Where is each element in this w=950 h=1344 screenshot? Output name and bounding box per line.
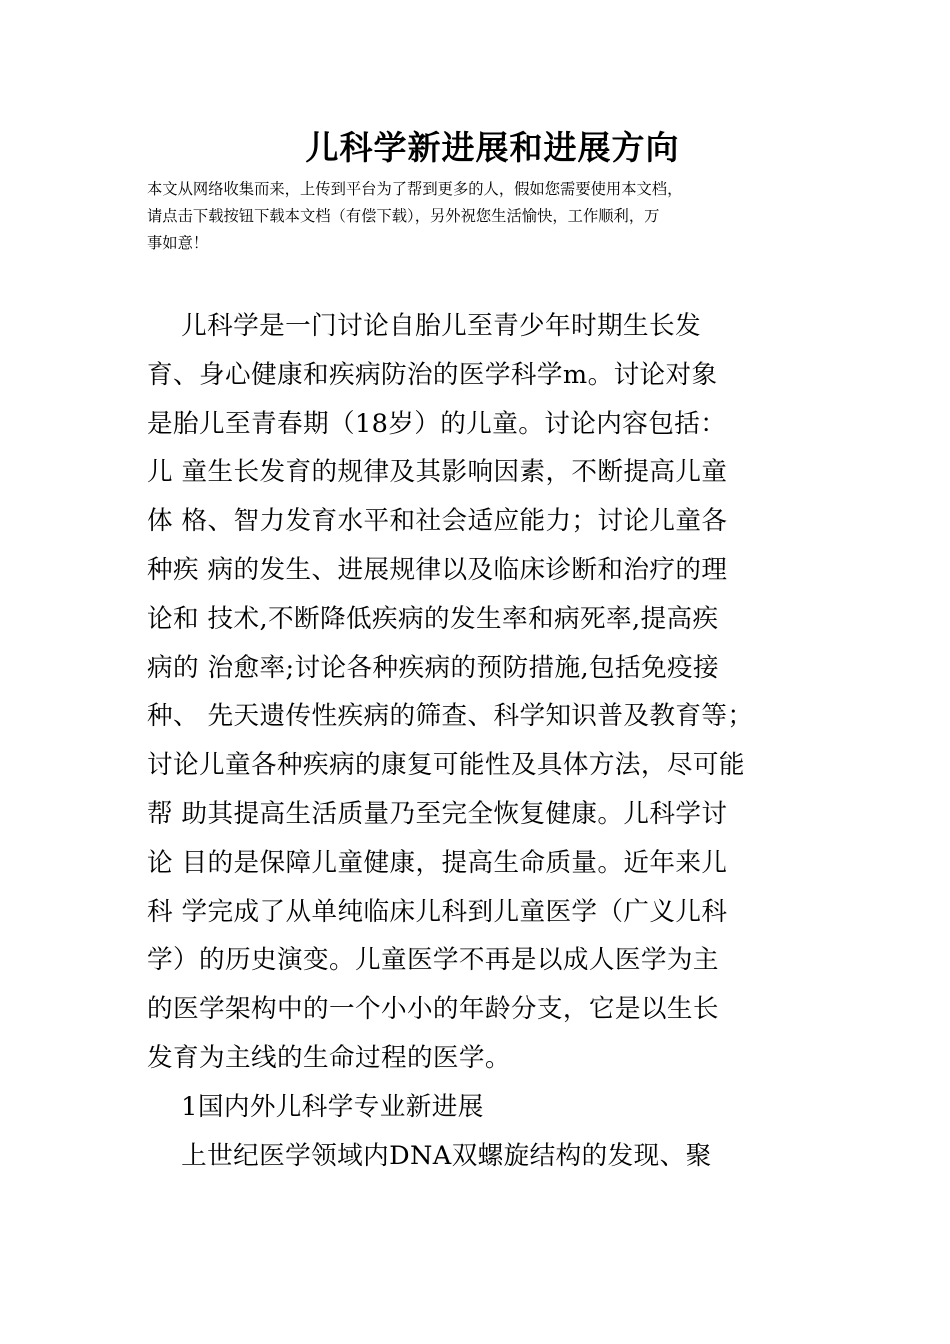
- notice-line: 事如意！: [147, 234, 209, 252]
- paragraph-line: 讨论儿童各种疾病的康复可能性及具体方法，尽可能: [147, 750, 745, 781]
- paragraph-line: 体 格、智力发育水平和社会适应能力；讨论儿童各: [147, 506, 728, 537]
- paragraph-line: 是胎儿至青春期（18岁）的儿童。讨论内容包括：: [147, 408, 727, 439]
- paragraph-line: 学）的历史演变。儿童医学不再是以成人医学为主: [147, 945, 719, 976]
- article-body: [147, 302, 807, 1180]
- paragraph-line: 育、身心健康和疾病防治的医学科学m。讨论对象: [147, 359, 718, 390]
- paragraph-line: 科 学完成了从单纯临床儿科到儿童医学（广义儿科: [147, 896, 728, 927]
- paragraph-line: 论和 技术,不断降低疾病的发生率和病死率,提高疾: [147, 603, 719, 634]
- paragraph-line: 上世纪医学领域内DNA双螺旋结构的发现、聚: [147, 1140, 712, 1171]
- paragraph-line: 发育为主线的生命过程的医学。: [147, 1042, 511, 1073]
- paragraph-line: 儿 童生长发育的规律及其影响因素，不断提高儿童: [147, 457, 728, 488]
- paragraph-line: 病的 治愈率;讨论各种疾病的预防措施,包括免疫接: [147, 652, 719, 683]
- paragraph-line: 的医学架构中的一个小小的年龄分支，它是以生长: [147, 994, 719, 1025]
- paragraph-line: 种、 先天遗传性疾病的筛查、科学知识普及教育等；: [147, 701, 754, 732]
- document-title: 儿科学新进展和进展方向: [305, 128, 680, 167]
- notice-line: 请点击下载按钮下载本文档（有偿下载），另外祝您生活愉快，工作顺利，万: [147, 207, 660, 225]
- paragraph-line: 论 目的是保障儿童健康，提高生命质量。近年来儿: [147, 847, 728, 878]
- notice-line: 本文从网络收集而来，上传到平台为了帮到更多的人，假如您需要使用本文档，: [147, 180, 683, 198]
- paragraph-line: 种疾 病的发生、进展规律以及临床诊断和治疗的理: [147, 554, 728, 585]
- paragraph-line: 儿科学是一门讨论自胎儿至青少年时期生长发: [147, 311, 702, 341]
- download-notice: [147, 176, 827, 257]
- section-heading: 1国内外儿科学专业新进展: [147, 1091, 484, 1122]
- paragraph-line: 帮 助其提高生活质量乃至完全恢复健康。儿科学讨: [147, 798, 728, 829]
